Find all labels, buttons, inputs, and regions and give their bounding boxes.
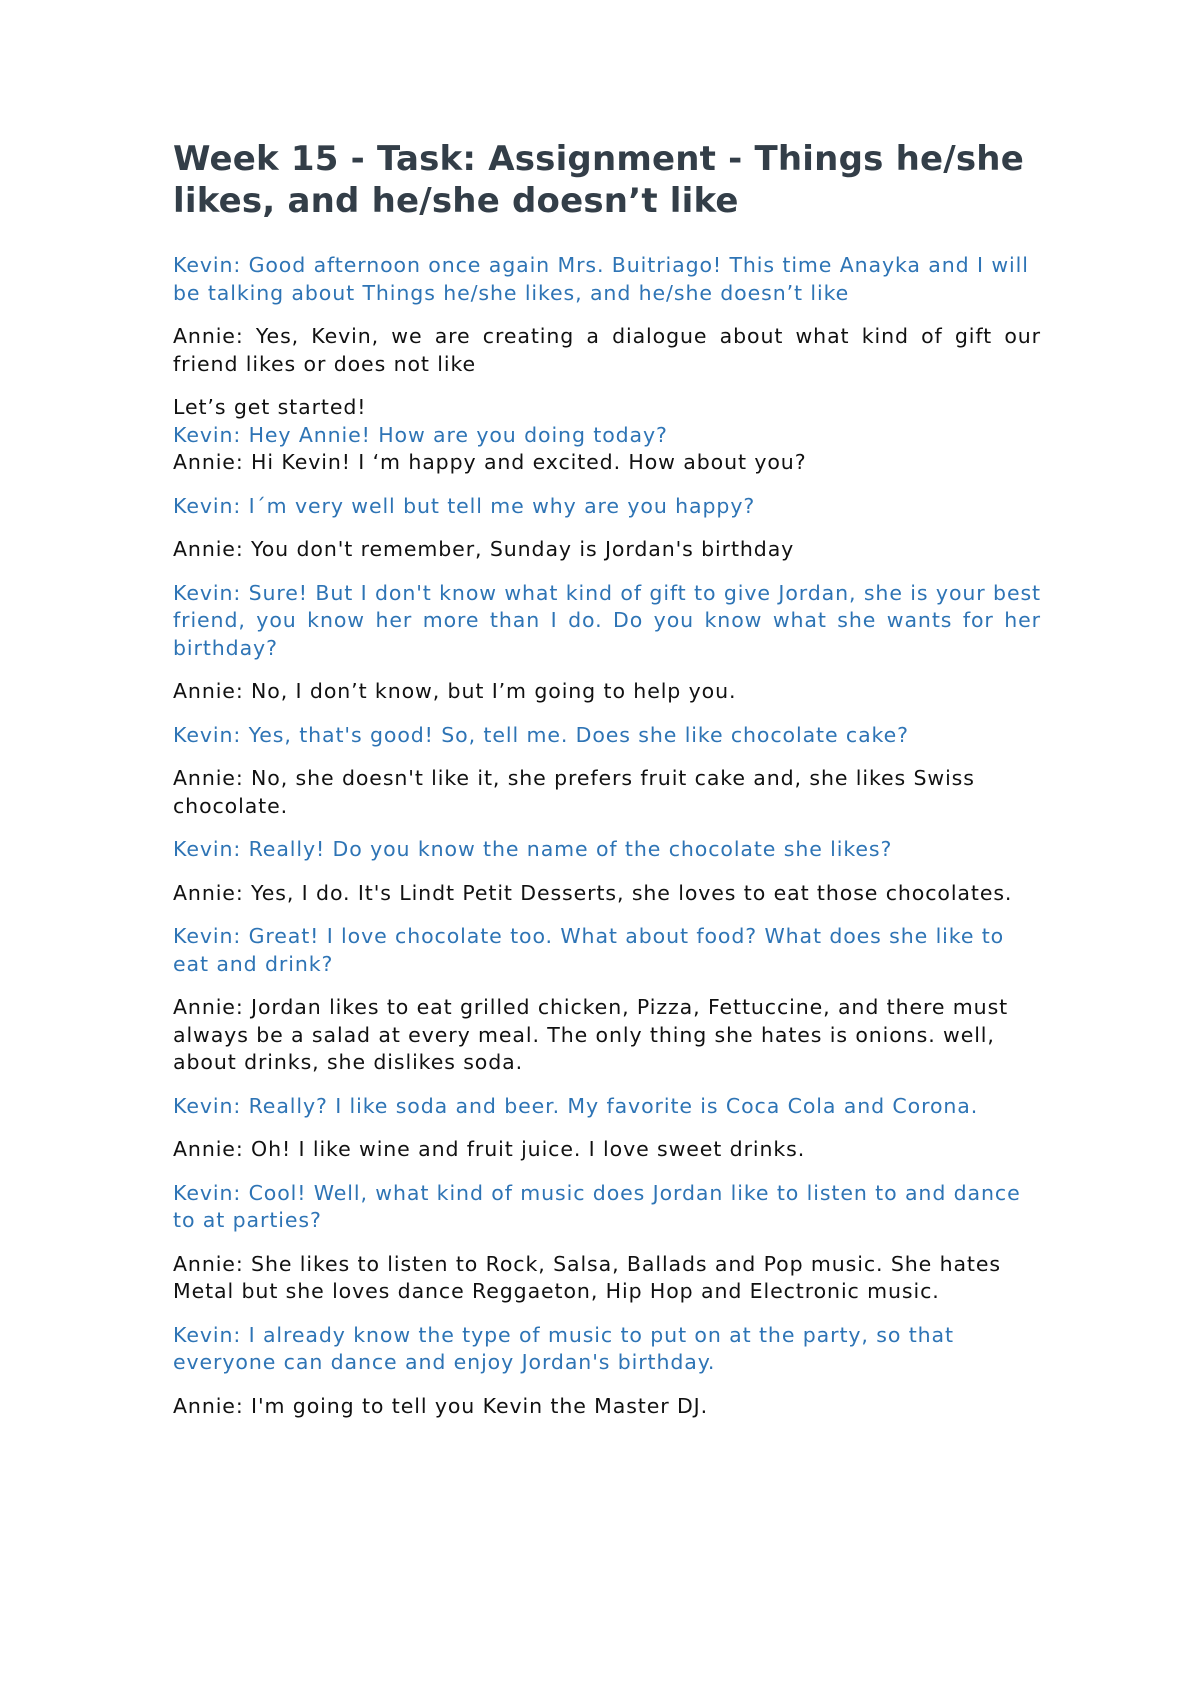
dialogue-line-annie: Annie: You don't remember, Sunday is Jordan's birthday	[173, 537, 795, 561]
dialogue-line-annie: Annie: Yes, I do. It's Lindt Petit Desserts, she loves to eat those chocolates.	[173, 880, 1013, 905]
dialogue-line-kevin: Kevin: Good afternoon once again Mrs. Buitriago! This time Anayka and I will be talking about Things he/she likes, and he/she doesn’t like	[173, 253, 1029, 305]
dialogue-line-annie: Annie: Oh! I like wine and fruit juice. I love sweet drinks.	[173, 1137, 806, 1161]
dialogue-line-kevin: Kevin: Really? I like soda and beer. My favorite is Coca Cola and Corona.	[173, 1093, 979, 1118]
dialogue-line-kevin: Kevin: Yes, that's good! So, tell me. Does she like chocolate cake?	[173, 722, 909, 747]
dialogue-line-kevin: Kevin: Cool! Well, what kind of music does Jordan like to listen to and dance to at parties?	[173, 1180, 1021, 1232]
dialogue-line-kevin: Kevin: I already know the type of music to put on at the party, so that everyone can dance and enjoy Jordan's birthday.	[173, 1322, 954, 1374]
document-page	[173, 138, 1041, 1436]
dialogue-line-kevin: Kevin: I´m very well but tell me why are you happy?	[173, 493, 756, 518]
dialogue-line-kevin: Kevin: Sure! But I don't know what kind of gift to give Jordan, she is your best friend, you know her more than I do. Do you know what she wants for her birthday?	[173, 580, 1041, 660]
dialogue-line-annie: Annie: I'm going to tell you Kevin the Master DJ.	[173, 1393, 709, 1418]
dialogue-line-kevin: Kevin: Really! Do you know the name of the chocolate she likes?	[173, 837, 893, 861]
dialogue-line-annie: Let’s get started!	[173, 395, 367, 419]
dialogue-line-annie: Annie: No, she doesn't like it, she prefers fruit cake and, she likes Swiss chocolate.	[173, 766, 975, 818]
dialogue-line-kevin: Kevin: Hey Annie! How are you doing today?	[173, 422, 668, 447]
dialogue-line-annie: Annie: No, I don’t know, but I’m going to help you.	[173, 679, 737, 703]
document-title: Week 15 - Task: Assignment - Things he/she likes, and he/she doesn’t like	[173, 139, 1024, 221]
dialogue-line-annie: Annie: Hi Kevin! I ‘m happy and excited. How about you?	[173, 450, 807, 474]
dialogue-line-kevin: Kevin: Great! I love chocolate too. What about food? What does she like to eat and drink?	[173, 924, 1005, 976]
dialogue-line-annie: Annie: She likes to listen to Rock, Salsa, Ballads and Pop music. She hates Metal but she loves dance Reggaeton, Hip Hop and Electronic music.	[173, 1251, 1001, 1303]
dialogue-line-annie: Annie: Yes, Kevin, we are creating a dialogue about what kind of gift our friend likes or does not like	[173, 324, 1041, 376]
dialogue-line-annie: Annie: Jordan likes to eat grilled chicken, Pizza, Fettuccine, and there must always be a salad at every meal. The only thing she hates is onions. well, about drinks, she dislikes soda.	[173, 995, 1009, 1074]
